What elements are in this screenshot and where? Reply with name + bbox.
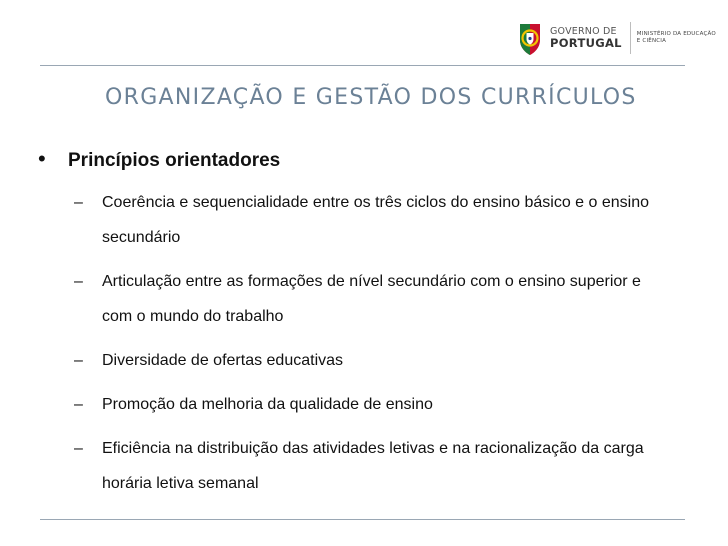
ministry-line-1: MINISTÉRIO DA EDUCAÇÃO	[636, 30, 716, 37]
dash-marker: –	[74, 273, 83, 290]
bullet-heading: Princípios orientadores	[68, 150, 281, 171]
top-divider	[40, 65, 685, 66]
list-item	[74, 185, 674, 255]
dash-marker: –	[74, 194, 83, 211]
list-item	[74, 387, 674, 422]
list-item-text: Articulação entre as formações de nível secundário com o ensino superior e com o mundo do trabalho	[102, 273, 641, 325]
list-item	[74, 264, 674, 334]
list-item-text: Eficiência na distribuição das atividades letivas e na racionalização da carga horária letiva semanal	[102, 440, 644, 492]
list-item-text: Promoção da melhoria da qualidade de ensino	[102, 396, 433, 413]
government-logo	[516, 19, 716, 57]
dash-marker: –	[74, 352, 83, 369]
list-item-text: Diversidade de ofertas educativas	[102, 352, 344, 369]
list-item-text: Coerência e sequencialidade entre os três ciclos do ensino básico e o ensino secundário	[102, 194, 650, 246]
government-wordmark	[550, 27, 622, 50]
portugal-emblem-icon	[516, 20, 544, 56]
logo-line-1: GOVERNO DE	[550, 25, 617, 37]
bullet-marker: •	[38, 146, 46, 171]
ministry-line-2: E CIÊNCIA	[636, 38, 667, 44]
logo-divider	[630, 22, 631, 54]
slide-title: ORGANIZAÇÃO E GESTÃO DOS CURRÍCULOS	[105, 85, 637, 110]
logo-line-2: PORTUGAL	[550, 36, 622, 50]
principles-list	[74, 185, 674, 510]
list-item	[74, 431, 674, 501]
dash-marker: –	[74, 396, 83, 413]
ministry-wordmark	[637, 31, 716, 46]
main-bullet	[38, 146, 280, 172]
list-item	[74, 343, 674, 378]
dash-marker: –	[74, 440, 83, 457]
bottom-divider	[40, 519, 685, 520]
